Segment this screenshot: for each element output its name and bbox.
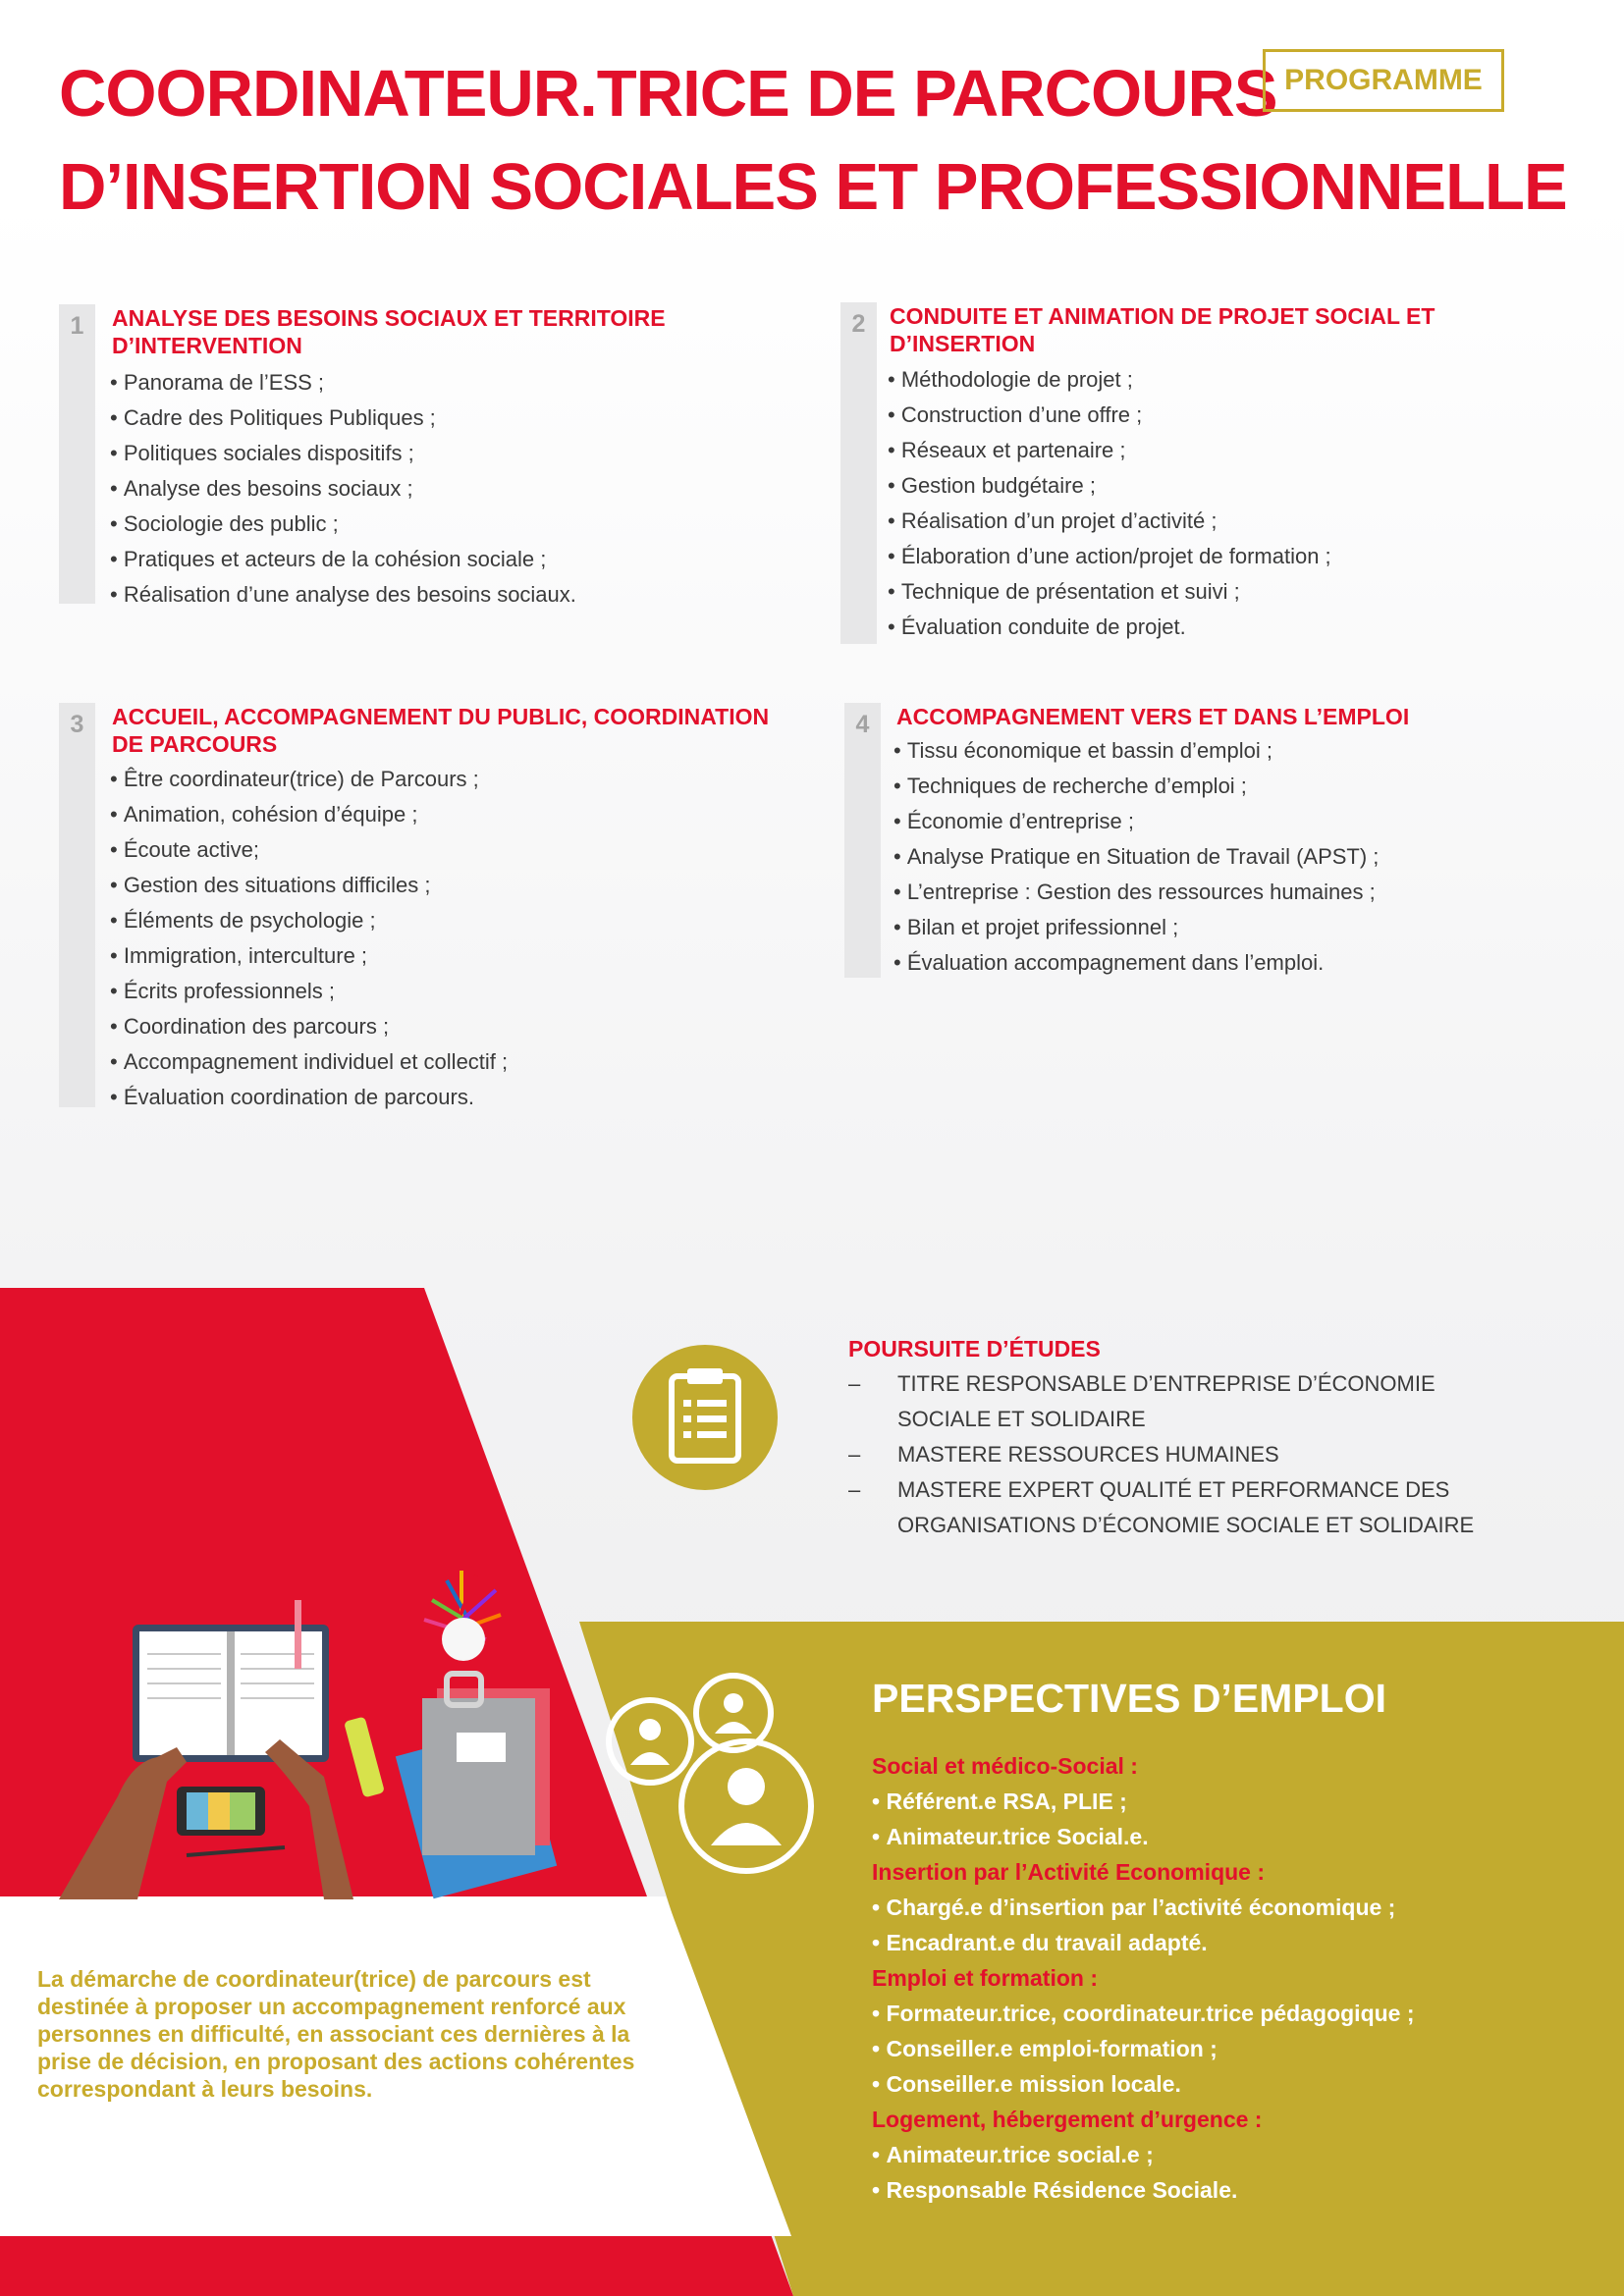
list-item: • Coordination des parcours ; xyxy=(110,1009,508,1044)
category-label: Emploi et formation : xyxy=(872,1965,1098,1991)
module-number-bar xyxy=(59,304,95,604)
list-item: • Construction d’une offre ; xyxy=(888,398,1331,433)
module-number: 1 xyxy=(70,312,84,340)
list-item: • Politiques sociales dispositifs ; xyxy=(110,436,576,471)
left-arm xyxy=(59,1747,187,1899)
list-item: • Animateur.trice social.e ; xyxy=(872,2137,1415,2172)
list-item: • Animation, cohésion d’équipe ; xyxy=(110,797,508,832)
list-item: • Encadrant.e du travail adapté. xyxy=(872,1925,1415,1960)
poursuite-list xyxy=(848,1366,1526,1543)
title-line-2: D’INSERTION SOCIALES ET PROFESSIONNELLE xyxy=(59,150,1567,224)
poursuite-etudes xyxy=(848,1335,1526,1543)
highlighter-icon xyxy=(344,1717,385,1798)
list-item: • Gestion des situations difficiles ; xyxy=(110,868,508,903)
module-items xyxy=(888,362,1331,645)
notebook-icon xyxy=(133,1600,329,1762)
category-label: Insertion par l’Activité Economique : xyxy=(872,1859,1266,1885)
list-item: • Technique de présentation et suivi ; xyxy=(888,574,1331,610)
list-item: • Chargé.e d’insertion par l’activité économique ; xyxy=(872,1890,1415,1925)
list-item: • Éléments de psychologie ; xyxy=(110,903,508,938)
list-item: • Immigration, interculture ; xyxy=(110,938,508,974)
module-items xyxy=(110,365,576,613)
perspectives-title: PERSPECTIVES D’EMPLOI xyxy=(872,1676,1386,1721)
list-item: • Accompagnement individuel et collectif ; xyxy=(110,1044,508,1080)
module-4 xyxy=(844,703,1591,978)
list-item: • Formateur.trice, coordinateur.trice pédagogique ; xyxy=(872,1996,1415,2031)
module-number: 3 xyxy=(70,711,84,738)
module-items xyxy=(893,733,1379,981)
module-1 xyxy=(59,304,825,607)
list-item: • Techniques de recherche d’emploi ; xyxy=(893,769,1379,804)
module-title: CONDUITE ET ANIMATION DE PROJET SOCIAL ET D’INSERTION xyxy=(890,303,1435,356)
category-label: Social et médico-Social : xyxy=(872,1753,1138,1779)
list-item: • Réalisation d’une analyse des besoins sociaux. xyxy=(110,577,576,613)
list-item: • L’entreprise : Gestion des ressources humaines ; xyxy=(893,875,1379,910)
desk-illustration xyxy=(59,1561,569,1899)
list-item: • Sociologie des public ; xyxy=(110,507,576,542)
list-item: • Analyse des besoins sociaux ; xyxy=(110,471,576,507)
list-item: • Animateur.trice Social.e. xyxy=(872,1819,1415,1854)
list-item: • Analyse Pratique en Situation de Travail (APST) ; xyxy=(893,839,1379,875)
list-item: • Tissu économique et bassin d’emploi ; xyxy=(893,733,1379,769)
list-item: • Panorama de l’ESS ; xyxy=(110,365,576,400)
folders-icon xyxy=(396,1674,557,1898)
module-items xyxy=(110,762,508,1115)
people-network-icon xyxy=(601,1671,817,1877)
list-item: • Être coordinateur(trice) de Parcours ; xyxy=(110,762,508,797)
list-item: • Économie d’entreprise ; xyxy=(893,804,1379,839)
module-number: 2 xyxy=(851,310,866,338)
module-title: ACCUEIL, ACCOMPAGNEMENT DU PUBLIC, COORDINATION DE PARCOURS xyxy=(112,704,770,757)
module-number: 4 xyxy=(855,711,870,738)
phone-icon xyxy=(177,1787,265,1836)
list-item: • Réalisation d’un projet d’activité ; xyxy=(888,504,1331,539)
list-item: • Pratiques et acteurs de la cohésion sociale ; xyxy=(110,542,576,577)
module-2 xyxy=(840,302,1587,644)
list-item: • Gestion budgétaire ; xyxy=(888,468,1331,504)
list-item xyxy=(848,1472,1526,1543)
right-arm xyxy=(265,1739,353,1899)
list-item: • Responsable Résidence Sociale. xyxy=(872,2172,1415,2208)
module-3 xyxy=(59,703,825,1107)
pencil-cup-icon xyxy=(424,1571,501,1661)
list-item: • Méthodologie de projet ; xyxy=(888,362,1331,398)
list-item: • Conseiller.e emploi-formation ; xyxy=(872,2031,1415,2066)
list-item: • Conseiller.e mission locale. xyxy=(872,2066,1415,2102)
poursuite-title: POURSUITE D’ÉTUDES xyxy=(848,1336,1101,1362)
module-number-bar xyxy=(59,703,95,1107)
title-line-1: COORDINATEUR.TRICE DE PARCOURS xyxy=(59,57,1277,131)
module-number-bar xyxy=(844,703,881,978)
module-number-bar xyxy=(840,302,877,644)
list-item-text: MASTERE RESSOURCES HUMAINES xyxy=(897,1442,1279,1467)
module-title: ACCOMPAGNEMENT VERS ET DANS L’EMPLOI xyxy=(896,704,1410,729)
list-item: • Bilan et projet prifessionnel ; xyxy=(893,910,1379,945)
perspectives-emploi xyxy=(872,1674,1415,2208)
list-item: • Élaboration d’une action/projet de formation ; xyxy=(888,539,1331,574)
list-item-text: MASTERE EXPERT QUALITÉ ET PERFORMANCE DES ORGANISATIONS D’ÉCONOMIE SOCIALE ET SOLIDAIRE xyxy=(897,1477,1475,1537)
pen-icon xyxy=(187,1847,285,1855)
list-item: • Référent.e RSA, PLIE ; xyxy=(872,1784,1415,1819)
programme-badge: PROGRAMME xyxy=(1263,49,1504,112)
list-item: • Évaluation accompagnement dans l’emploi. xyxy=(893,945,1379,981)
list-item: • Écrits professionnels ; xyxy=(110,974,508,1009)
list-item xyxy=(848,1437,1467,1472)
list-item: • Évaluation conduite de projet. xyxy=(888,610,1331,645)
clipboard-checklist-icon xyxy=(632,1345,778,1490)
module-title: ANALYSE DES BESOINS SOCIAUX ET TERRITOIRE D’INTERVENTION xyxy=(112,305,666,358)
description-text: La démarche de coordinateur(trice) de parcours est destinée à proposer un accompagnement renforcé aux personnes en difficulté, en associant ces dernières à la prise de décision, en proposant des actions cohérentes correspondant à leurs besoins. xyxy=(37,1966,635,2102)
list-item: • Réseaux et partenaire ; xyxy=(888,433,1331,468)
list-item-text: TITRE RESPONSABLE D’ENTREPRISE D’ÉCONOMIE SOCIALE ET SOLIDAIRE xyxy=(897,1371,1435,1431)
list-item: • Cadre des Politiques Publiques ; xyxy=(110,400,576,436)
category-label: Logement, hébergement d’urgence : xyxy=(872,2107,1263,2132)
list-item: • Évaluation coordination de parcours. xyxy=(110,1080,508,1115)
list-item xyxy=(848,1366,1467,1437)
list-item: • Écoute active; xyxy=(110,832,508,868)
